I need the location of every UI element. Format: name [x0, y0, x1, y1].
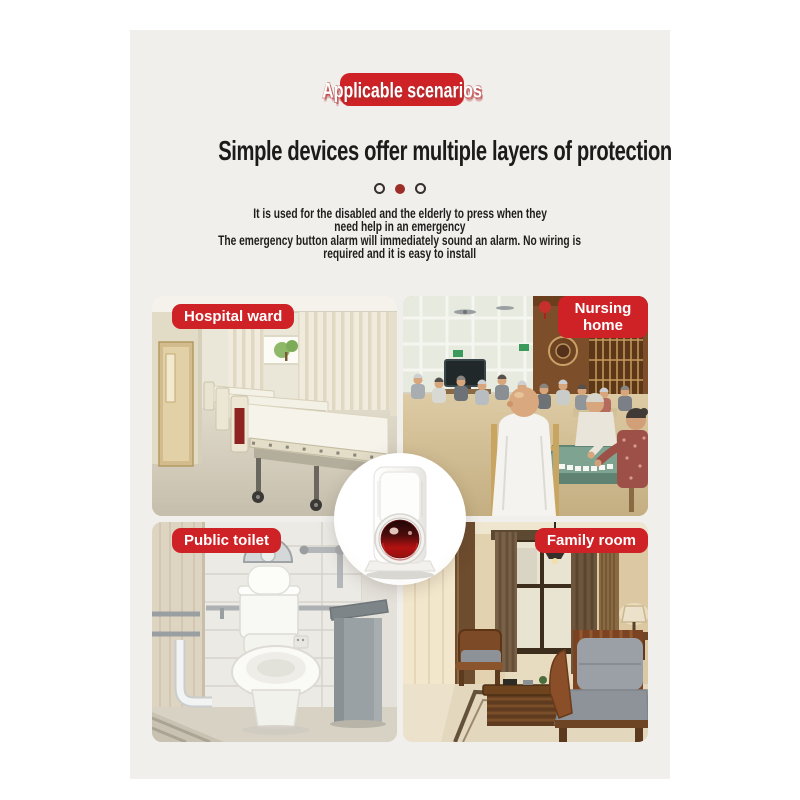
content-card: [130, 30, 670, 779]
photo-label-family-room: Family room: [535, 528, 648, 553]
section-banner-label: Applicable scenarios: [322, 78, 482, 102]
photo-label-hospital-ward: Hospital ward: [172, 304, 294, 329]
headline: [130, 132, 670, 168]
photo-label-public-toilet: Public toilet: [172, 528, 281, 553]
description-block: [130, 207, 670, 261]
description-line: The emergency button alarm will immediately sound an alarm. No wiring is: [218, 231, 582, 248]
emergency-alarm-device-image: [334, 453, 466, 585]
section-banner: [322, 73, 482, 106]
description-line: need help in an emergency: [334, 218, 466, 235]
scene-grid: [152, 296, 648, 742]
description-line: required and it is easy to install: [323, 245, 477, 262]
headline-text: Simple devices offer multiple layers of protection: [218, 135, 672, 166]
carousel-dot-inactive: [415, 183, 426, 194]
description-line: It is used for the disabled and the elderly to press when they: [253, 205, 547, 221]
carousel-dot-active: [395, 184, 405, 194]
product-badge: [334, 453, 466, 585]
carousel-dots: [130, 183, 670, 194]
carousel-dot-inactive: [374, 183, 385, 194]
photo-label-nursing-home: Nursing home: [558, 296, 648, 338]
